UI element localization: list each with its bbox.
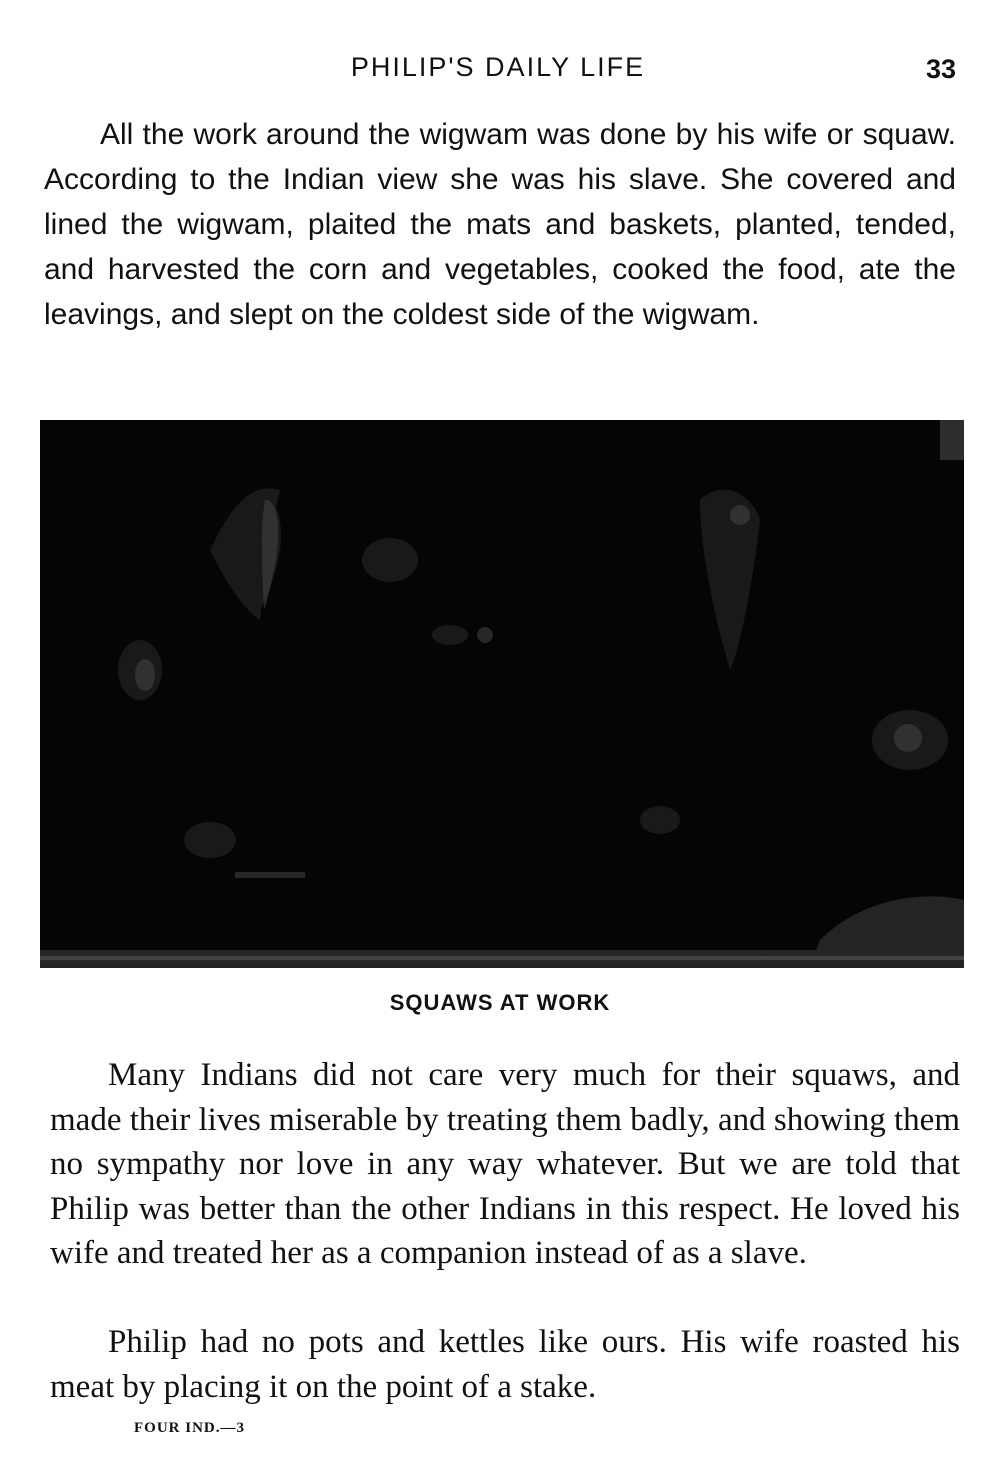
running-head (40, 52, 956, 88)
signature-mark: FOUR IND.—3 (134, 1420, 245, 1436)
figure-caption: SQUAWS AT WORK (389, 990, 611, 1015)
running-title: PHILIP'S DAILY LIFE (350, 52, 646, 82)
figure (40, 420, 968, 968)
page-number: 33 (925, 54, 956, 84)
photograph-squaws-at-work (40, 420, 964, 968)
paragraph-treatment: Many Indians did not care very much for their squaws, and made their lives miserable by treating them badly, and showing them no sympathy nor love in any way whatever. But we are told that Philip was better than the other Indians in this respect. He loved his wife and treated her as a companion instead of as a slave. (50, 1057, 960, 1271)
photograph-image (40, 420, 964, 965)
paragraph-cooking: Philip had no pots and kettles like ours. His wife roasted his meat by placing it on the point of a stake. (50, 1324, 960, 1405)
paragraph-wigwam-work: All the work around the wigwam was done by his wife or squaw. According to the Indian view she was his slave. She covered and lined the wigwam, plaited the mats and baskets, planted, tended, and harvested the corn and vegetables, cooked the food, ate the leavings, and slept on the coldest side of the wigwam. (44, 118, 956, 331)
